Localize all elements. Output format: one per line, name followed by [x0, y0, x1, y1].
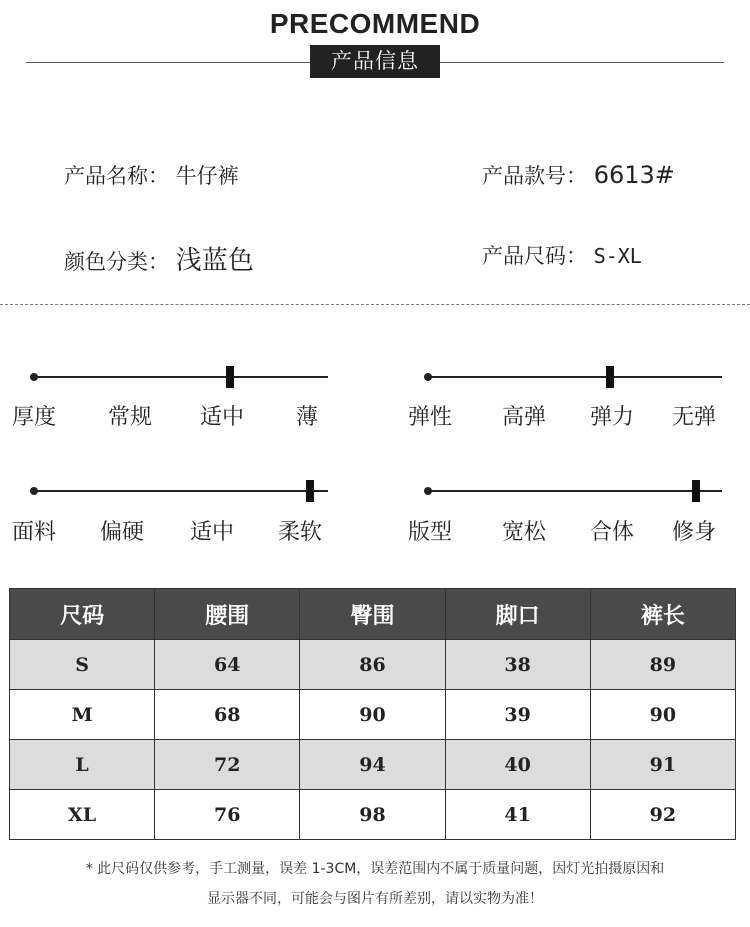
table-cell: 64 — [155, 640, 300, 690]
scale-label: 无弹 — [672, 405, 717, 430]
table-row — [10, 790, 736, 840]
section-badge: 产品信息 — [310, 45, 440, 78]
product-style-value: 6613# — [593, 161, 675, 189]
column-header: 腰围 — [155, 589, 300, 640]
scale-label: 宽松 — [502, 520, 547, 545]
scale-elasticity — [394, 360, 750, 440]
scale-track — [428, 376, 722, 378]
table-cell: M — [10, 690, 155, 740]
scale-label: 厚度 — [12, 405, 57, 430]
scale-label: 偏硬 — [100, 520, 145, 545]
scale-label: 常规 — [108, 405, 153, 430]
product-size-label: 产品尺码： — [482, 244, 587, 268]
product-size-value: S-XL — [593, 244, 642, 268]
table-cell: L — [10, 740, 155, 790]
column-header: 尺码 — [10, 589, 155, 640]
product-style-row — [482, 160, 675, 190]
column-header: 臀围 — [300, 589, 445, 640]
table-cell: 68 — [155, 690, 300, 740]
table-cell: 38 — [445, 640, 590, 690]
table-cell: 90 — [300, 690, 445, 740]
scale-label: 修身 — [672, 520, 717, 545]
scale-fabric — [0, 475, 375, 555]
footnote-line-2: 显示器不同，可能会与图片有所差别，请以实物为准！ — [207, 891, 543, 907]
scale-label: 弹力 — [590, 405, 635, 430]
scale-marker — [692, 480, 700, 502]
footnote-line-1: * 此尺码仅供参考，手工测量，误差 1-3CM，误差范围内不属于质量问题，因灯光拍摄原因和 — [85, 861, 665, 877]
product-name-row — [64, 160, 239, 190]
scale-fit — [394, 475, 750, 555]
product-color-value: 浅蓝色 — [175, 246, 254, 276]
page-title: PRECOMMEND — [269, 8, 481, 39]
table-row — [10, 740, 736, 790]
column-header: 裤长 — [590, 589, 735, 640]
scale-track — [428, 490, 722, 492]
table-cell: 90 — [590, 690, 735, 740]
column-header: 脚口 — [445, 589, 590, 640]
table-cell: XL — [10, 790, 155, 840]
table-cell: 40 — [445, 740, 590, 790]
table-cell: 89 — [590, 640, 735, 690]
scale-label: 弹性 — [408, 405, 453, 430]
size-table — [9, 588, 736, 840]
scale-marker — [606, 366, 614, 388]
table-cell: 91 — [590, 740, 735, 790]
table-header-row — [10, 589, 736, 640]
scale-label: 柔软 — [278, 520, 323, 545]
scale-label: 面料 — [12, 520, 57, 545]
table-cell: 41 — [445, 790, 590, 840]
scale-label: 适中 — [190, 520, 235, 545]
section-divider — [0, 304, 750, 305]
table-cell: 76 — [155, 790, 300, 840]
product-name-value: 牛仔裤 — [175, 164, 239, 188]
scale-label: 合体 — [590, 520, 635, 545]
scale-track — [34, 376, 328, 378]
table-cell: 94 — [300, 740, 445, 790]
scale-marker — [306, 480, 314, 502]
product-style-label: 产品款号： — [482, 164, 587, 188]
product-color-row — [64, 240, 254, 277]
scale-label: 版型 — [408, 520, 453, 545]
scale-label: 薄 — [296, 405, 319, 430]
table-cell: S — [10, 640, 155, 690]
scale-marker — [226, 366, 234, 388]
table-cell: 39 — [445, 690, 590, 740]
product-color-label: 颜色分类： — [64, 250, 169, 274]
table-cell: 98 — [300, 790, 445, 840]
scale-label: 适中 — [200, 405, 245, 430]
product-name-label: 产品名称： — [64, 164, 169, 188]
table-cell: 92 — [590, 790, 735, 840]
table-row — [10, 690, 736, 740]
scale-thickness — [0, 360, 375, 440]
scale-label: 高弹 — [502, 405, 547, 430]
product-size-row — [482, 240, 642, 270]
table-cell: 72 — [155, 740, 300, 790]
scale-track — [34, 490, 328, 492]
table-row — [10, 640, 736, 690]
table-cell: 86 — [300, 640, 445, 690]
